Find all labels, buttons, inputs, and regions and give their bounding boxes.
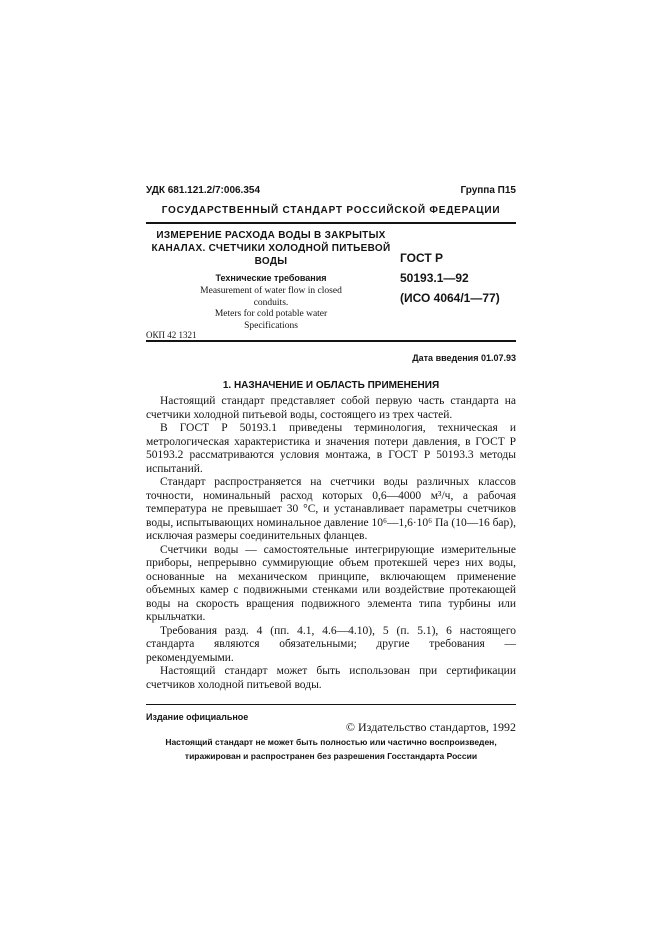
english-title-line-3: Meters for cold potable water <box>214 309 328 319</box>
title-divider <box>146 340 516 342</box>
title-line-1: ИЗМЕРЕНИЕ РАСХОДА ВОДЫ В ЗАКРЫТЫХ <box>156 230 386 241</box>
notice-line-2: тиражирован и распространен без разрешения Госстандарта России <box>184 751 478 761</box>
paragraph-1: Настоящий стандарт представляет собой первую часть стандарта на счетчики холодной питьевой воды, состоящего из трех частей. <box>146 395 516 421</box>
reproduction-notice <box>146 735 516 763</box>
footer-divider <box>146 704 516 705</box>
paragraph-3: Стандарт распространяется на счетчики воды различных классов точности, номинальный расход которых 0,6—4000 м³/ч, а рабочая температура не превышает 30 °С, и устанавливает параметры счетчиков воды, испытывающих номинальное давление 10⁶—1,6·10⁶ Па (10—16 бар), исключая размеры соединительных фланцев. <box>146 476 516 542</box>
group-code: Группа П15 <box>460 185 516 196</box>
notice-line-1: Настоящий стандарт не может быть полностью или частично воспроизведен, <box>165 737 497 747</box>
english-title-line-1: Measurement of water flow in closed <box>200 286 342 296</box>
title-block <box>146 229 396 332</box>
english-title <box>146 286 396 332</box>
gost-label: ГОСТ Р <box>400 251 444 265</box>
iso-reference: (ИСО 4064/1—77) <box>400 291 500 305</box>
body-text <box>146 395 516 692</box>
english-title-line-2: conduits. <box>253 297 289 308</box>
state-standard-heading: ГОСУДАРСТВЕННЫЙ СТАНДАРТ РОССИЙСКОЙ ФЕДЕРАЦИИ <box>161 205 501 216</box>
english-title-line-4: Specifications <box>244 320 298 331</box>
edition-label: Издание официальное <box>146 712 249 722</box>
paragraph-6: Настоящий стандарт может быть использован при сертификации счетчиков холодной питьевой воды. <box>146 665 516 691</box>
paragraph-5: Требования разд. 4 (пп. 4.1, 4.6—4.10), 5 (п. 5.1), 6 настоящего стандарта являются обязательными; другие требования — рекомендуемыми. <box>146 624 516 664</box>
section-heading: 1. НАЗНАЧЕНИЕ И ОБЛАСТЬ ПРИМЕНЕНИЯ <box>222 380 440 391</box>
header-divider <box>146 222 516 224</box>
paragraph-4: Счетчики воды — самостоятельные интегрирующие измерительные приборы, непрерывно суммирующие объем протекшей через них воды, основанные на механическом принципе, включающем применение объемных камер с подвижными стенками или воздействие протекающей воды на скорость вращения подвижного элемента типа турбины или крыльчатки. <box>146 543 516 623</box>
subtitle: Технические требования <box>215 273 327 283</box>
okp-code: ОКП 42 1321 <box>146 330 197 340</box>
title-line-2: КАНАЛАХ. СЧЕТЧИКИ ХОЛОДНОЙ ПИТЬЕВОЙ <box>151 243 391 254</box>
udk-code: УДК 681.121.2/7:006.354 <box>146 185 261 196</box>
copyright: © Издательство стандартов, 1992 <box>345 720 516 734</box>
gost-designation <box>400 248 530 308</box>
gost-number: 50193.1—92 <box>400 271 469 285</box>
introduction-date: Дата введения 01.07.93 <box>412 353 516 363</box>
title-line-3: ВОДЫ <box>254 256 288 267</box>
paragraph-2: В ГОСТ Р 50193.1 приведены терминология, техническая и метрологическая характеристика и значения потери давления, в ГОСТ Р 50193.2 рассматриваются условия монтажа, в ГОСТ Р 50193.3 методы испытаний. <box>146 422 516 475</box>
